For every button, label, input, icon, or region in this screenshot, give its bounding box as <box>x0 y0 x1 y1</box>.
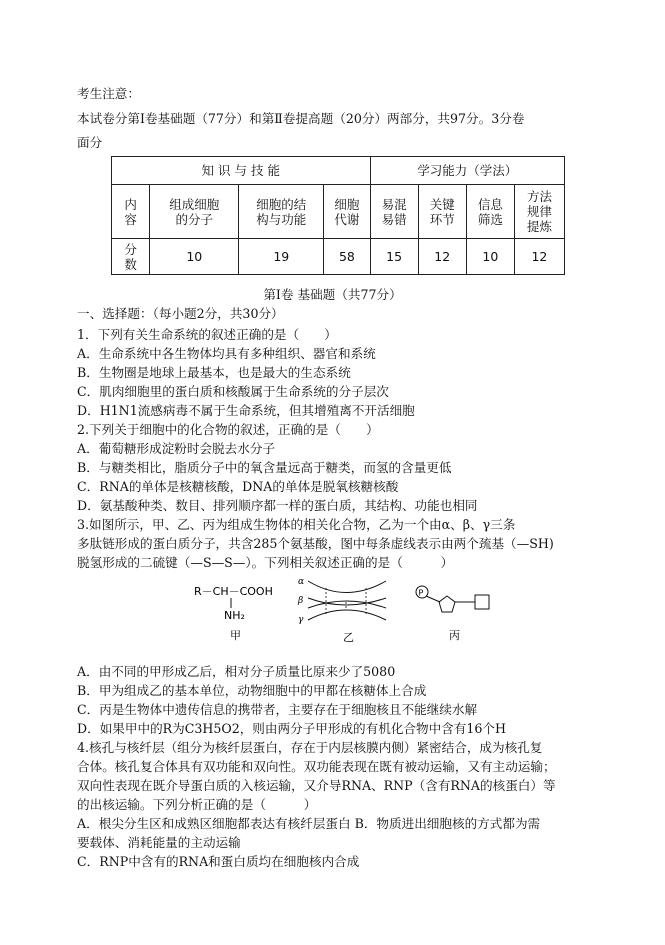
table-col-header <box>514 185 564 239</box>
table-cell-text: 提炼 <box>526 219 552 234</box>
table-col-header <box>370 185 418 239</box>
table-group-learning: 学习能力（学法） <box>370 157 564 185</box>
table-score-cell: 10 <box>466 239 514 275</box>
q4-stem-1: 4.核孔与核纤层（组分为核纤层蛋白，存在于内层核膜内侧）紧密结合，成为核孔复 <box>77 740 543 755</box>
q2-stem: 2.下列关于细胞中的化合物的叙述，正确的是（ ） <box>77 422 379 437</box>
table-cell-text: 易混 <box>381 196 407 212</box>
q4-stem-3: 双向性表现在既介导蛋白质的入核运输，又介导RNA、RNP（含有RNA的核蛋白）等 <box>77 778 556 793</box>
table-col-header <box>418 185 466 239</box>
q3-stem-1: 3.如图所示，甲、乙、丙为组成生物体的相关化合物，乙为一个由α、β、γ三条 <box>77 517 516 532</box>
table-score-cell: 12 <box>514 239 564 275</box>
q1-option-c: C．肌肉细胞里的蛋白质和核酸属于生命系统的分子层次 <box>77 384 389 399</box>
table-row <box>112 157 565 185</box>
bing-label: 丙 <box>449 629 460 642</box>
table-group-knowledge: 知 识 与 技 能 <box>112 157 371 185</box>
q2-option-c: C．RNA的单体是核糖核酸，DNA的单体是脱氧核糖核酸 <box>77 479 399 494</box>
table-col-header <box>150 185 239 239</box>
table-score-cell: 19 <box>239 239 324 275</box>
table-row-head-content <box>112 185 150 239</box>
section-title: 第Ⅰ卷 基础题（共77分） <box>263 287 402 302</box>
table-cell-text: 组成细胞 <box>169 196 220 212</box>
table-cell-text: 构与功能 <box>256 211 307 227</box>
q4-option-c: C．RNP中含有的RNA和蛋白质均在细胞核内合成 <box>77 854 360 869</box>
yi-beta-label: β <box>298 596 304 606</box>
q3-option-d: D．如果甲中的R为C3H5O2，则由两分子甲形成的有机化合物中含有16个H <box>77 721 507 736</box>
bing-pentose-pentagon <box>439 596 455 612</box>
score-table <box>111 156 565 275</box>
table-cell-text: 易错 <box>381 211 407 227</box>
q3-option-b: B．甲为组成乙的基本单位，动物细胞中的甲都在核糖体上合成 <box>77 683 427 698</box>
notice-heading: 考生注意： <box>77 86 140 101</box>
table-score-cell: 10 <box>150 239 239 275</box>
q3-option-c: C．丙是生物体中遗传信息的携带者，主要存在于细胞核且不能继续水解 <box>77 702 478 717</box>
table-cell-text: 环节 <box>429 211 455 227</box>
part-heading: 一、选择题：（每小题2分，共30分） <box>77 306 284 321</box>
q3-stem-2: 多肽链形成的蛋白质分子，共含285个氨基酸，图中每条虚线表示由两个巯基（—SH) <box>77 536 554 551</box>
table-cell-text: 筛选 <box>477 211 503 227</box>
table-cell-text: 规律 <box>526 204 552 219</box>
table-cell-text: 分 <box>124 241 137 257</box>
table-score-cell: 12 <box>418 239 466 275</box>
jia-formula: R－CH－COOH <box>194 585 273 598</box>
table-cell-text: 方法 <box>526 189 552 204</box>
table-cell-text: 的分子 <box>175 211 214 227</box>
yi-chain-gamma <box>308 610 386 620</box>
table-cell-text: 代谢 <box>334 211 360 227</box>
q3-option-a: A．由不同的甲形成乙后，相对分子质量比原来少了5080 <box>77 664 396 679</box>
table-cell-text: 内 <box>124 196 137 212</box>
q1-option-a: A．生命系统中各生物体均具有多种组织、器官和系统 <box>77 346 376 361</box>
q4-stem-2: 合体。核孔复合体具有双功能和双向性。双功能表现在既有被动运输，又有主动运输； <box>77 759 556 774</box>
table-score-cell: 15 <box>370 239 418 275</box>
table-cell-text: 信息 <box>477 196 503 212</box>
q3-stem-3: 脱氢形成的二硫键（—S—S—）。下列相关叙述正确的是（ ） <box>77 555 454 570</box>
table-col-header <box>324 185 370 239</box>
table-row-head-score <box>112 239 150 275</box>
q4-option-ab-2: 要载体、消耗能量的主动运输 <box>77 835 241 850</box>
yi-chain-alpha <box>308 581 386 593</box>
jia-nh2: NH₂ <box>224 609 245 622</box>
bing-phosphate-label: P <box>418 588 424 598</box>
q2-option-a: A．葡萄糖形成淀粉时会脱去水分子 <box>77 441 276 456</box>
table-score-cell: 58 <box>324 239 370 275</box>
notice-line-2: 面分 <box>77 135 103 150</box>
yi-alpha-label: α <box>298 577 305 587</box>
table-cell-text: 数 <box>124 256 137 272</box>
table-cell-text: 细胞 <box>334 196 360 212</box>
jia-label: 甲 <box>230 629 241 642</box>
table-row <box>112 239 565 275</box>
table-cell-text: 容 <box>124 211 137 227</box>
figure-bing <box>415 584 497 646</box>
q2-option-b: B．与糖类相比，脂质分子中的氧含量远高于糖类，而氢的含量更低 <box>77 460 452 475</box>
q4-option-ab-1: A．根尖分生区和成熟区细胞都表达有核纤层蛋白 B．物质进出细胞核的方式都为需 <box>77 816 541 831</box>
q1-stem: 1．下列有关生命系统的叙述正确的是（ ） <box>77 327 337 342</box>
table-cell-text: 细胞的结 <box>256 196 307 212</box>
q1-option-b: B．生物圈是地球上最基本，也是最大的生态系统 <box>77 365 351 380</box>
notice-line-1: 本试卷分第Ⅰ卷基础题（77分）和第Ⅱ卷提高题（20分）两部分，共97分。3分卷 <box>77 111 525 126</box>
figure-jia <box>190 578 290 644</box>
bing-base-square <box>475 595 489 609</box>
table-cell-text: 关键 <box>429 196 455 212</box>
yi-label: 乙 <box>343 631 354 644</box>
figure-yi <box>296 574 394 648</box>
table-col-header <box>466 185 514 239</box>
q2-option-d: D．氨基酸种类、数目、排列顺序都一样的蛋白质，其结构、功能也相同 <box>77 498 478 513</box>
table-col-header <box>239 185 324 239</box>
bing-bond-line <box>426 596 440 602</box>
yi-gamma-label: γ <box>298 615 304 625</box>
table-row <box>112 185 565 239</box>
q4-stem-4: 的出核运输。下列分析正确的是（ ） <box>77 797 317 812</box>
q1-option-d: D．H1N1流感病毒不属于生命系统，但其增殖离不开活细胞 <box>77 403 415 418</box>
